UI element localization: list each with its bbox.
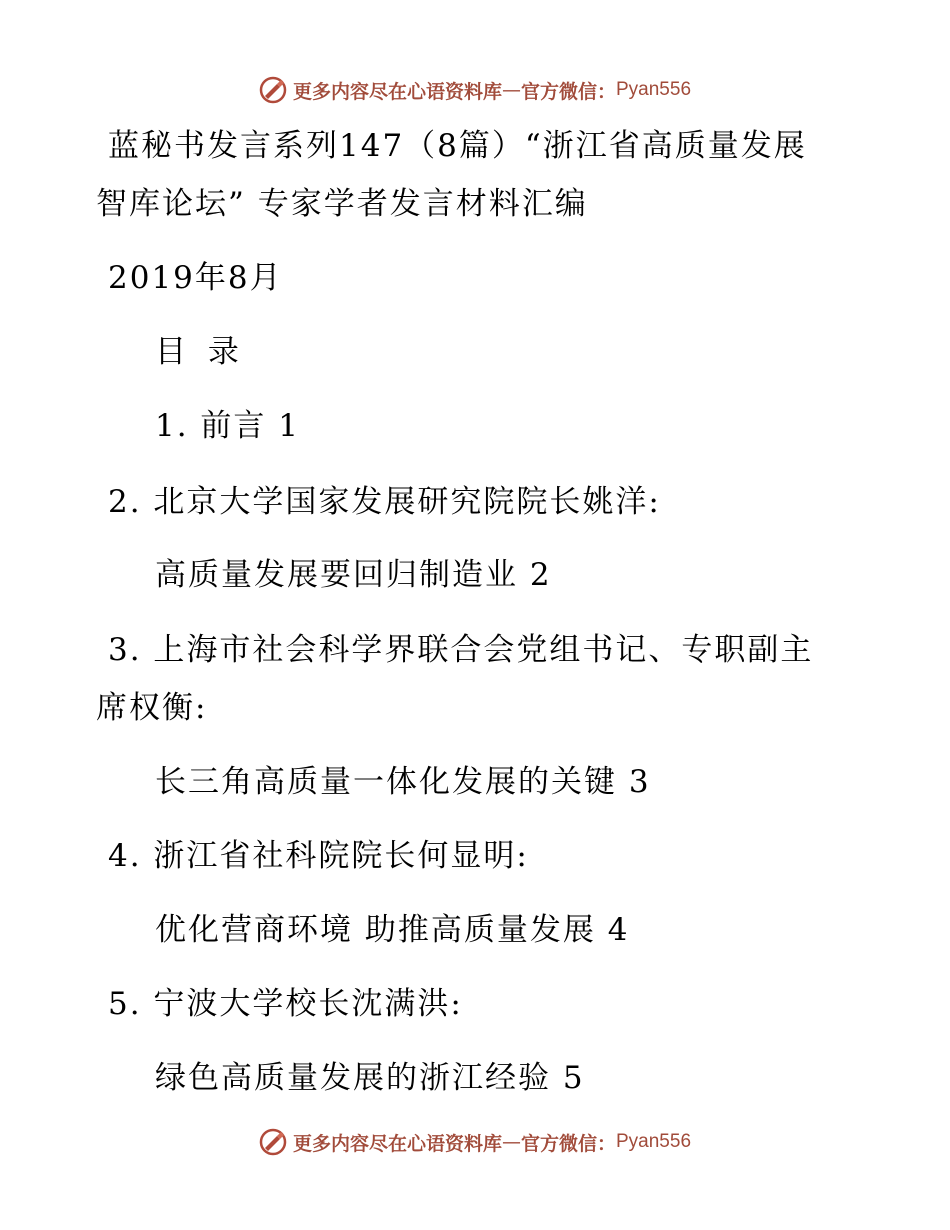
watermark-wechat-id: Pyan556 (616, 79, 692, 100)
toc-item: 高质量发展要回归制造业 2 (155, 557, 552, 593)
header-watermark (0, 70, 950, 110)
document-date: 2019年8月 (108, 260, 283, 296)
watermark-dash: — (501, 79, 521, 101)
watermark-official-label: 官方微信： (520, 80, 616, 103)
watermark-text: 更多内容尽在心语资料库 (292, 1132, 502, 1155)
toc-item: 4. 浙江省社科院院长何显明: (108, 838, 529, 874)
watermark-official-label: 官方微信： (520, 1132, 616, 1155)
pen-logo-icon (259, 1128, 287, 1156)
watermark-wechat-id: Pyan556 (616, 1131, 692, 1152)
toc-item: 席权衡: (96, 690, 208, 726)
watermark-text: 更多内容尽在心语资料库 (292, 80, 502, 103)
pen-logo-icon (259, 76, 287, 104)
watermark-dash: — (501, 1131, 521, 1153)
footer-watermark (0, 1122, 950, 1162)
toc-item: 长三角高质量一体化发展的关键 3 (155, 764, 651, 800)
toc-item: 1. 前言 1 (155, 408, 301, 444)
toc-heading: 目 录 (155, 334, 245, 370)
toc-item: 2. 北京大学国家发展研究院院长姚洋: (108, 484, 661, 520)
toc-item: 5. 宁波大学校长沈满洪: (108, 986, 463, 1022)
toc-item: 绿色高质量发展的浙江经验 5 (155, 1060, 585, 1096)
toc-item: 优化营商环境 助推高质量发展 4 (155, 912, 630, 948)
toc-item: 3. 上海市社会科学界联合会党组书记、专职副主 (108, 632, 814, 668)
document-title-line2: 智库论坛” 专家学者发言材料汇编 (96, 186, 588, 222)
document-title-line1: 蓝秘书发言系列147（8篇）“浙江省高质量发展 (108, 128, 807, 164)
